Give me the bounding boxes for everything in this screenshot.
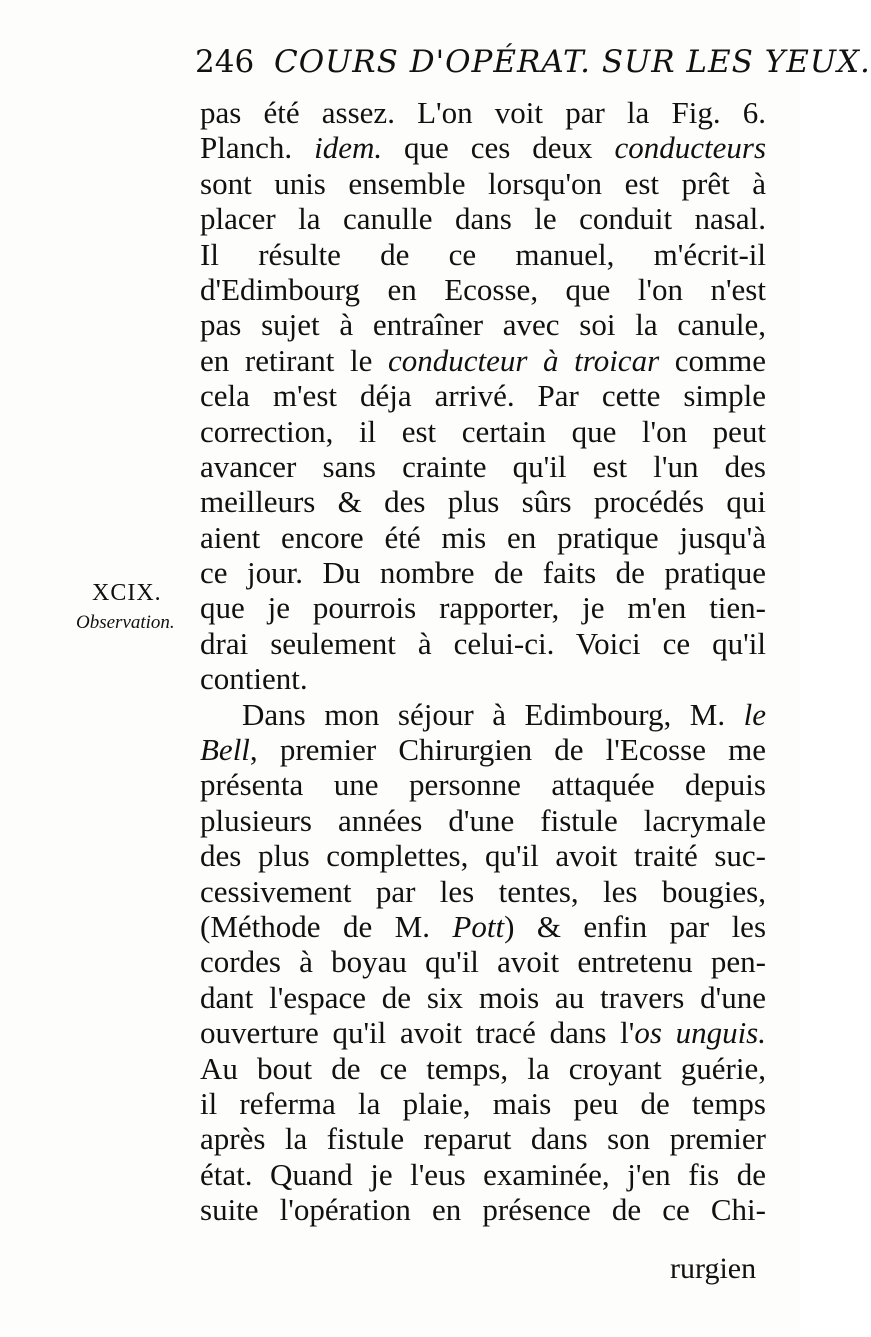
text-line: après la fistule reparut dans son premier [200,1121,766,1157]
margin-section-label: Observation. [76,612,175,633]
text-line: correction, il est certain que l'on peut [200,413,766,449]
page-number: 246 [195,44,255,80]
text-line: pas été assez. L'on voit par la Fig. 6. [200,95,766,130]
text-line: drai seulement à celui-ci. Voici ce qu'il [200,625,766,661]
text-line [200,1015,766,1050]
text-line: meilleurs & des plus sûrs procédés qui [200,484,766,520]
text-segment: que ces deux [382,130,615,166]
text-line: sont unis ensemble lorsqu'on est prêt à [200,165,766,201]
text-line [200,732,766,767]
text-line: suite l'opération en présence de ce Chi- [200,1192,766,1228]
text-line: pas sujet à entraîner avec soi la canule, [200,307,766,343]
italic-segment: le [743,696,766,732]
text-segment: ouverture qu'il avoit tracé dans l' [200,1015,635,1051]
text-segment: comme [659,342,766,378]
text-line: que je pourrois rapporter, je m'en tien- [200,590,766,626]
text-segment: ) & enfin par les [504,908,767,944]
italic-segment: os unguis. [634,1015,767,1051]
text-line: présenta une personne attaquée depuis [200,767,766,803]
text-line [200,909,766,944]
text-line [200,130,766,165]
italic-segment: Pott [452,908,505,944]
text-line: aient encore été mis en pratique jusqu'à [200,519,766,555]
text-line: état. Quand je l'eus examinée, j'en fis de [200,1156,766,1192]
page-header [195,44,871,94]
text-segment: Planch. [200,130,315,166]
italic-segment: conducteur à troicar [387,342,660,378]
italic-segment: conducteurs [614,130,767,166]
text-line: il referma la plaie, mais peu de temps [200,1085,766,1121]
text-line: cela m'est déja arrivé. Par cette simple [200,378,766,414]
running-title: COURS D'OPÉRAT. SUR LES YEUX. [274,44,871,80]
text-line: Il résulte de ce manuel, m'écrit-il [200,236,766,272]
text-segment: (Méthode de M. [200,908,453,944]
text-line: d'Edimbourg en Ecosse, que l'on n'est [200,271,766,307]
text-line: cordes à boyau qu'il avoit entretenu pen- [200,944,766,980]
text-line: cessivement par les tentes, les bougies, [200,873,766,909]
text-segment: en retirant le [200,342,388,378]
text-line: ce jour. Du nombre de faits de pratique [200,555,766,591]
text-line [200,343,766,378]
text-line: dant l'espace de six mois au travers d'une [200,979,766,1015]
italic-segment: idem. [314,130,383,166]
text-line: contient. [200,661,308,697]
catchword: rurgien [670,1252,757,1285]
text-line: des plus complettes, qu'il avoit traité suc- [200,838,766,874]
italic-segment: Bell [200,732,250,768]
text-line: placer la canulle dans le conduit nasal. [200,201,766,237]
text-line [200,697,766,732]
text-segment: , premier Chirurgien de l'Ecosse me [249,732,766,768]
text-line: plusieurs années d'une fistule lacrymale [200,802,766,838]
body-text [200,95,766,1228]
margin-section-number: XCIX. [92,580,162,606]
text-line: avancer sans crainte qu'il est l'un des [200,448,766,484]
text-line: Au bout de ce temps, la croyant guérie, [200,1050,766,1086]
text-segment: Dans mon séjour à Edimbourg, M. [242,696,744,732]
